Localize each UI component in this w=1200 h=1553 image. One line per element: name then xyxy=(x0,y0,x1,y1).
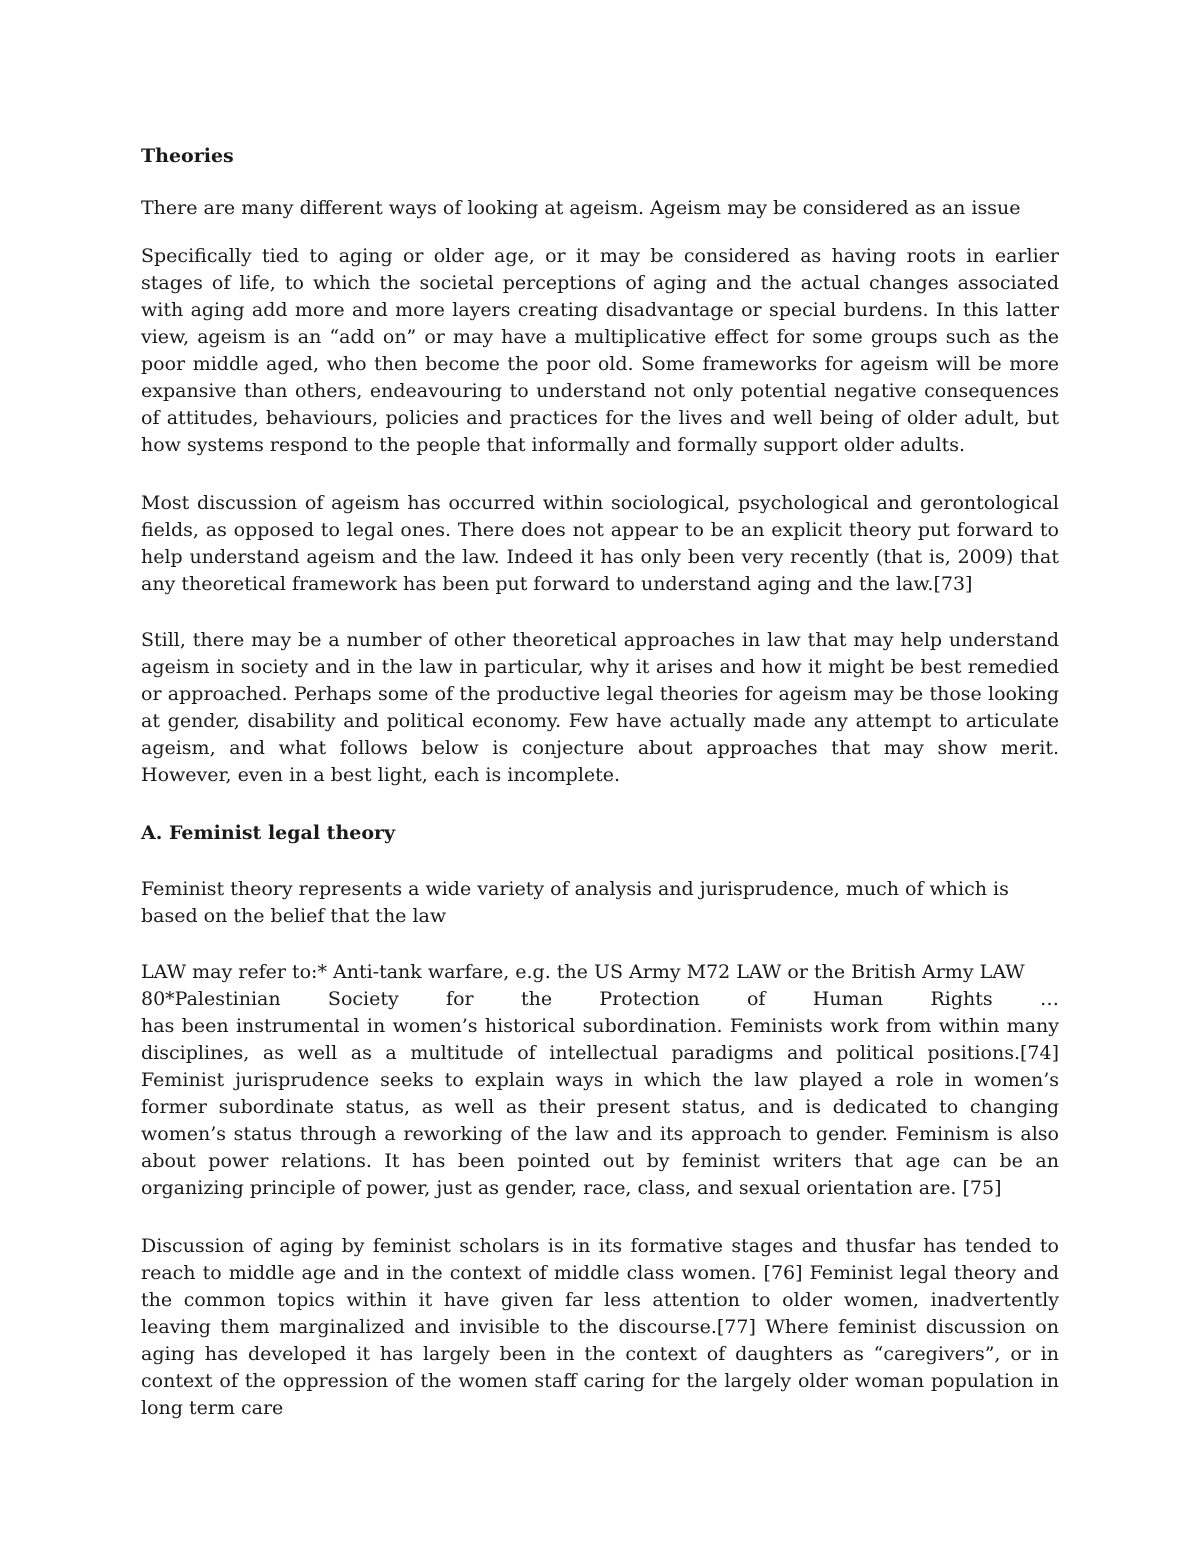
paragraph-5-line-2: 80*Palestinian Society for the Protection of Human Rights … xyxy=(141,988,1059,1010)
paragraph-6: Discussion of aging by feminist scholars is in its formative stages and thusfar has tended to reach to middle age and in the context of middle class women. [76] Feminist legal theory and the common topics within it have given far less attention to older women, inadvertently leaving them marginalized and invisible to the discourse.[77] Where feminist discussion on aging has developed it has largely been in the context of daughters as “caregivers”, or in context of the oppression of the women staff caring for the largely older woman population in long term care xyxy=(141,1235,1059,1419)
paragraph-5 xyxy=(141,959,1059,1202)
paragraph-1: Specifically tied to aging or older age, or it may be considered as having roots in earlier stages of life, to which the societal perceptions of aging and the actual changes associated with aging add more and more layers creating disadvantage or special burdens. In this latter view, ageism is an “add on” or may have a multiplicative effect for some groups such as the poor middle aged, who then become the poor old. Some frameworks for ageism will be more expansive than others, endeavouring to understand not only potential negative consequences of attitudes, behaviours, policies and practices for the lives and well being of older adult, but how systems respond to the people that informally and formally support older adults. xyxy=(141,245,1059,456)
paragraph-5-line-1: LAW may refer to:* Anti-tank warfare, e.g. the US Army M72 LAW or the British Army LAW xyxy=(141,961,1025,983)
intro-line: There are many different ways of looking at ageism. Ageism may be considered as an issue xyxy=(141,197,1021,219)
paragraph-5-body: has been instrumental in women’s historical subordination. Feminists work from within many disciplines, as well as a multitude of intellectual paradigms and political positions.[74] Feminist jurisprudence seeks to explain ways in which the law played a role in women’s former subordinate status, as well as their present status, and is dedicated to changing women’s status through a reworking of the law and its approach to gender. Feminism is also about power relations. It has been pointed out by feminist writers that age can be an organizing principle of power, just as gender, race, class, and sexual orientation are. [75] xyxy=(141,1015,1059,1199)
paragraph-2: Most discussion of ageism has occurred within sociological, psychological and gerontological fields, as opposed to legal ones. There does not appear to be an explicit theory put forward to help understand ageism and the law. Indeed it has only been very recently (that is, 2009) that any theoretical framework has been put forward to understand aging and the law.[73] xyxy=(141,492,1059,595)
paragraph-4: Feminist theory represents a wide variety of analysis and jurisprudence, much of which is based on the belief that the law xyxy=(141,878,1009,927)
heading-feminist-legal-theory: A. Feminist legal theory xyxy=(141,822,396,844)
paragraph-3: Still, there may be a number of other theoretical approaches in law that may help understand ageism in society and in the law in particular, why it arises and how it might be best remedied or approached. Perhaps some of the productive legal theories for ageism may be those looking at gender, disability and political economy. Few have actually made any attempt to articulate ageism, and what follows below is conjecture about approaches that may show merit. However, even in a best light, each is incomplete. xyxy=(141,629,1059,786)
heading-theories: Theories xyxy=(141,145,234,167)
